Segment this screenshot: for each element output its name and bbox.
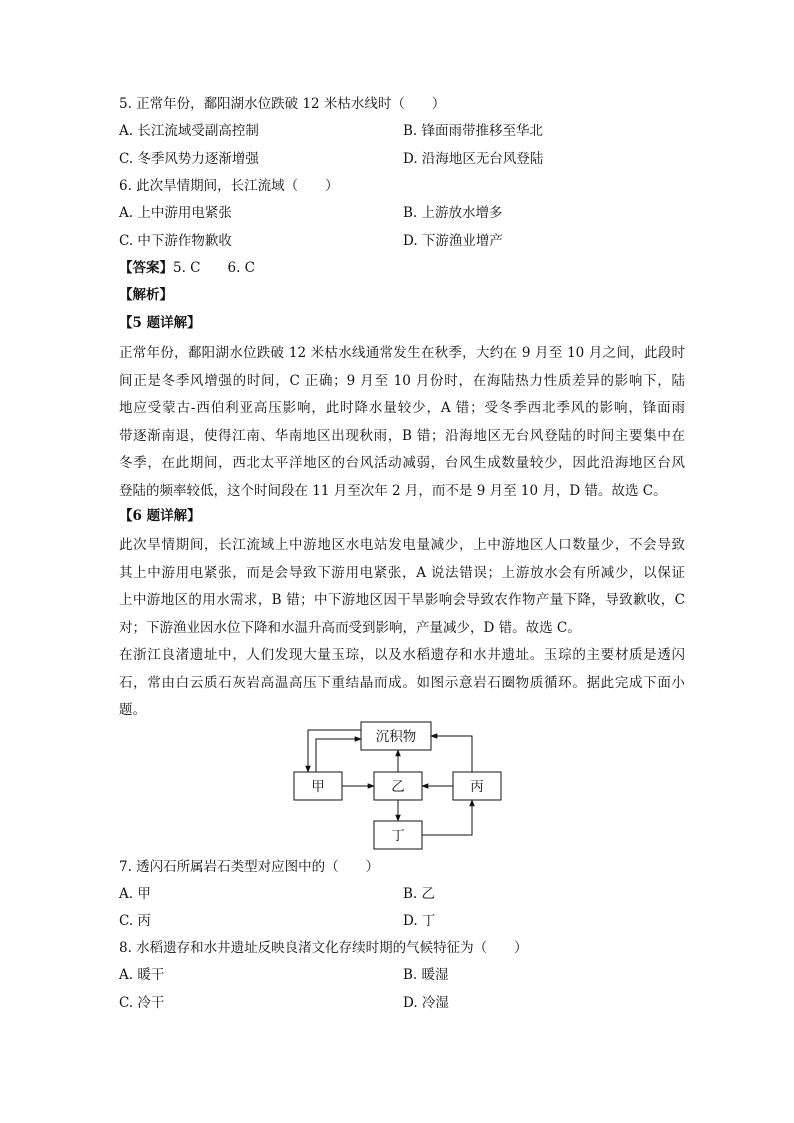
intro-line: 石，常由白云质石灰岩高温高压下重结晶而成。如图示意岩石圈物质循环。据此完成下面小 <box>119 674 685 691</box>
q5-option-d: D. 沿海地区无台风登陆 <box>403 151 544 167</box>
q5-option-a: A. 长江流域受副高控制 <box>119 123 259 139</box>
detail6-line: 上中游地区的用水需求，B 错；中下游地区因干旱影响会导致农作物产量下降，导致歉收，C <box>119 592 685 609</box>
q8-option-d: D. 冷湿 <box>403 995 449 1011</box>
rock-cycle-diagram <box>280 715 520 855</box>
q6-option-a: A. 上中游用电紧张 <box>119 205 232 221</box>
detail5-line: 地应受蒙古-西伯利亚高压影响，此时降水量较少，A 错；受冬季西北季风的影响，锋面雨 <box>119 400 685 417</box>
detail5-paragraph <box>119 340 685 506</box>
q8-option-b: B. 暖湿 <box>403 967 449 983</box>
q8-option-a: A. 暖干 <box>119 967 165 983</box>
arrow-ding-to-bing <box>422 800 472 835</box>
node-label-bing: 丙 <box>470 779 484 795</box>
answer-label: 【答案】 <box>119 260 173 276</box>
answer-text: 5. C 6. C <box>173 260 256 276</box>
node-label-ding: 丁 <box>391 828 405 844</box>
q7-option-a: A. 甲 <box>119 886 151 902</box>
q6-option-c: C. 中下游作物歉收 <box>119 233 232 249</box>
intro-line: 在浙江良渚遗址中，人们发现大量玉琮，以及水稻遗存和水井遗址。玉琮的主要材质是透闪 <box>119 647 685 663</box>
node-label-jia: 甲 <box>311 779 325 795</box>
detail5-line: 带逐渐南退，使得江南、华南地区出现秋雨，B 错；沿海地区无台风登陆的时间主要集中在 <box>119 427 685 444</box>
detail6-label: 【6 题详解】 <box>119 508 201 524</box>
arrow-bing-to-sediment <box>431 736 472 772</box>
q6-option-b: B. 上游放水增多 <box>403 205 503 221</box>
q8-stem: 8. 水稻遗存和水井遗址反映良渚文化存续时期的气候特征为（ ） <box>119 940 528 956</box>
detail6-line: 其上中游用电紧张，而是会导致下游用电紧张，A 说法错误；上游放水会有所减少，以保证 <box>119 564 685 581</box>
q6-stem: 6. 此次旱情期间，长江流域（ ） <box>119 178 339 194</box>
q5-stem: 5. 正常年份，鄱阳湖水位跌破 12 米枯水线时（ ） <box>119 96 446 112</box>
analysis-label: 【解析】 <box>119 287 173 303</box>
detail5-line: 正常年份，鄱阳湖水位跌破 12 米枯水线通常发生在秋季，大约在 9 月至 10 月之间，此段时 <box>119 345 685 361</box>
q7-option-b: B. 乙 <box>403 886 436 902</box>
arrow-jia-to-sediment <box>316 739 361 772</box>
answer-line <box>119 258 255 278</box>
detail5-line: 间正是冬季风增强的时间，C 正确；9 月至 10 月份时，在海陆热力性质差异的影响下，陆 <box>119 372 685 389</box>
intro-line: 题。 <box>119 702 146 719</box>
detail6-paragraph <box>119 532 685 642</box>
q8-option-c: C. 冷干 <box>119 995 165 1011</box>
q6-option-d: D. 下游渔业增产 <box>403 233 503 249</box>
detail5-line: 登陆的频率较低，这个时间段在 11 月至次年 2 月，而不是 9 月至 10 月，D 错。故选 C。 <box>119 482 667 499</box>
detail6-line: 对；下游渔业因水位下降和水温升高而受到影响，产量减少，D 错。故选 C。 <box>119 619 581 636</box>
detail5-line: 冬季，在此期间，西北太平洋地区的台风活动减弱，台风生成数量较少，因此沿海地区台风 <box>119 455 685 472</box>
node-label-sediment: 沉积物 <box>375 729 417 745</box>
q7-option-c: C. 丙 <box>119 913 151 929</box>
q5-option-c: C. 冬季风势力逐渐增强 <box>119 151 259 167</box>
node-label-yi: 乙 <box>391 779 405 795</box>
q7-stem: 7. 透闪石所属岩石类型对应图中的（ ） <box>119 859 380 875</box>
detail6-line: 此次旱情期间，长江流域上中游地区水电站发电量减少，上中游地区人口数量少，不会导致 <box>119 537 685 553</box>
intro-paragraph <box>119 642 685 725</box>
q7-option-d: D. 丁 <box>403 913 436 929</box>
q5-option-b: B. 锋面雨带推移至华北 <box>403 123 544 139</box>
detail5-label: 【5 题详解】 <box>119 315 201 331</box>
